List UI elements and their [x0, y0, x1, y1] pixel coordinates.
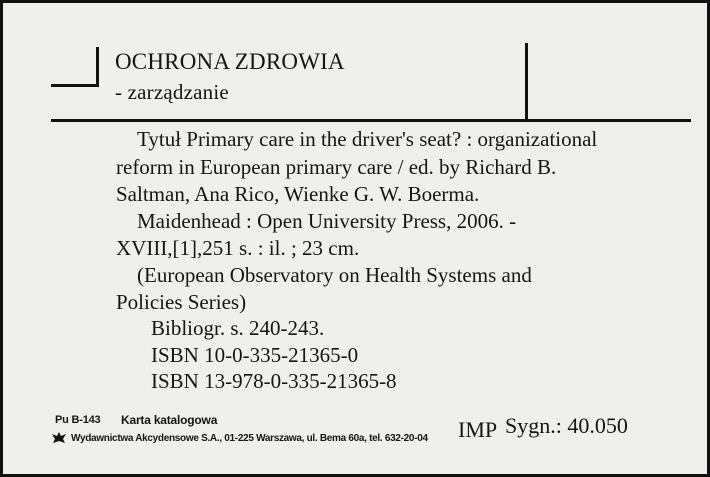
subject-heading: OCHRONA ZDROWIA — [115, 49, 345, 74]
printer-imprint: Wydawnictwa Akcydensowe S.A., 01-225 Warszawa, ul. Bema 60a, tel. 632-20-04 — [71, 433, 428, 444]
form-name: Karta katalogowa — [121, 413, 218, 427]
heading-underline-rule — [51, 119, 691, 122]
subject-subdivision: - zarządzanie — [115, 80, 229, 104]
note-bibliography: Bibliogr. s. 240-243. — [151, 316, 325, 340]
title-line-3: Saltman, Ana Rico, Wienke G. W. Boerma. — [116, 182, 480, 206]
form-code: Pu B-143 — [55, 414, 101, 426]
imprint-line-2: XVIII,[1],251 s. : il. ; 23 cm. — [116, 236, 360, 260]
title-line-2: reform in European primary care / ed. by Richard B. — [116, 155, 557, 179]
bracket-vertical-rule — [96, 47, 99, 87]
note-isbn-10: ISBN 10-0-335-21365-0 — [151, 343, 359, 367]
title-line-1: Tytuł Primary care in the driver's seat? : organizational — [137, 127, 598, 151]
call-number: Sygn.: 40.050 — [505, 413, 628, 438]
imp-stamp: IMP — [458, 417, 498, 442]
printer-logo-icon — [51, 431, 67, 445]
note-isbn-13: ISBN 13-978-0-335-21365-8 — [151, 369, 397, 393]
series-line-1: (European Observatory on Health Systems and — [137, 263, 532, 287]
imprint-line-1: Maidenhead : Open University Press, 2006. - — [137, 209, 517, 233]
bracket-horizontal-rule — [51, 84, 99, 87]
column-divider-rule — [525, 43, 528, 121]
series-line-2: Policies Series) — [116, 290, 247, 314]
